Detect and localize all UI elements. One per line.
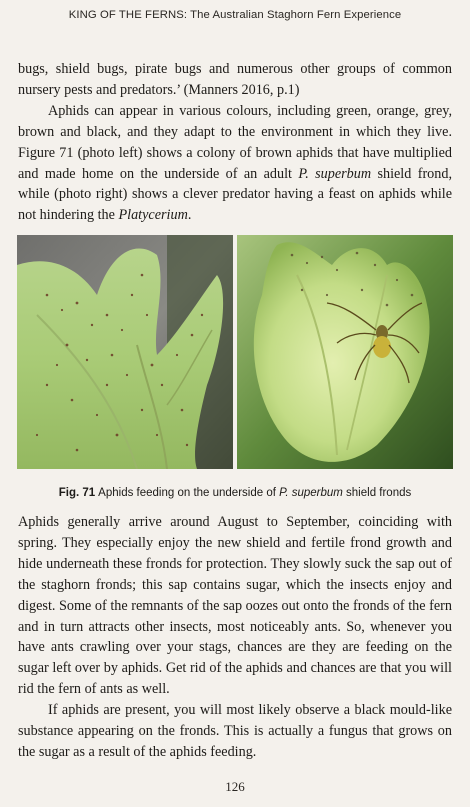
figure-caption — [0, 487, 470, 499]
spider-predator-image — [237, 235, 453, 469]
paragraph-black-mould: If aphids are present, you will most likely observe a black mould-like substance appearing on the fronds. This is actually a fungus that grows on the sugar as a result of the aphids feeding. — [18, 702, 452, 760]
photo-spider-predator — [237, 235, 453, 469]
body-text-bottom — [18, 512, 452, 763]
caption-text: Aphids feeding on the underside of — [98, 487, 280, 499]
paragraph-text: Aphids can appear in various colours, including green, orange, grey, brown and black, and they adapt to the environment in which they live. Figure 71 (photo left) shows a colony of brown aphids that have multiplied and made home on the underside of an adult — [18, 102, 452, 182]
paragraph-continued: bugs, shield bugs, pirate bugs and numerous other groups of common nursery pests and predators.’ (Manners 2016, p.1) — [18, 61, 452, 98]
aphid-colony-image — [17, 235, 233, 469]
page-number: 126 — [225, 779, 245, 794]
caption-species: P. superbum — [279, 487, 343, 499]
species-name: P. superbum — [298, 165, 372, 182]
figure-71-photos — [17, 235, 453, 469]
figure-label: Fig. 71 — [58, 487, 96, 499]
paragraph-text: . — [187, 207, 192, 224]
paragraph-aphid-colours — [18, 101, 452, 226]
running-header: KING OF THE FERNS: The Australian Staghorn Fern Experience — [68, 9, 402, 21]
photo-aphid-colony — [17, 235, 233, 469]
caption-text: shield fronds — [342, 487, 412, 499]
body-text-top — [18, 59, 452, 226]
paragraph-text: shield frond, while (photo right) shows a clever predator having a feast on aphids while not hindering the — [18, 165, 452, 224]
genus-name: Platycerium — [118, 207, 188, 224]
paragraph-aphid-arrival: Aphids generally arrive around August to September, coinciding with spring. They especially enjoy the new shield and fertile frond growth and hide underneath these fronds for protection. They slowly suck the sap out of the staghorn fronds; this sap contains sugar, which the insects enjoy and digest. Some of the remnants of the sap oozes out onto the fronds of the fern and in turn attracts other insects, most noticeably ants. So, whenever you have ants crawling over your stags, chances are they are feeding on the sugar left over by aphids. Get rid of the aphids and chances are that you will rid the fern of ants as well. — [18, 514, 452, 698]
